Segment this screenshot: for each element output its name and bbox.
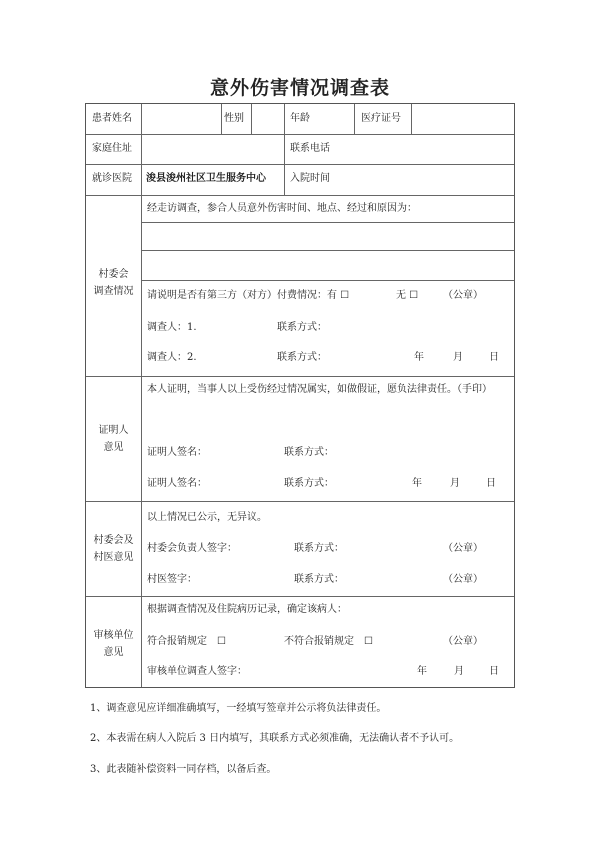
- witness-section-label: 证明人 意见: [98, 425, 129, 453]
- investigator-1-contact: 联系方式：: [277, 322, 327, 333]
- witness-sign-2: 证明人签名：: [147, 478, 207, 489]
- audit-day: 日: [489, 666, 499, 677]
- village-month: 月: [453, 352, 463, 363]
- patient-name-label: 患者姓名: [92, 113, 132, 124]
- audit-seal: （公章）: [443, 636, 483, 647]
- form-title: 意外伤害情况调查表: [209, 77, 390, 99]
- village-doctor-seal: （公章）: [443, 574, 483, 585]
- note-2: 2、本表需在病人入院后 3 日内填写，其联系方式必须准确，无法确认者不予认可。: [90, 733, 460, 744]
- third-party-question: 请说明是否有第三方（对方）付费情况：有 ☐: [147, 290, 350, 301]
- investigator-2-contact: 联系方式：: [277, 352, 327, 363]
- village-intro: 经走访调查，参合人员意外伤害时间、地点、经过和原因为：: [147, 203, 417, 214]
- village-year: 年: [414, 352, 424, 363]
- village-seal: （公章）: [443, 290, 483, 301]
- witness-day: 日: [486, 478, 496, 489]
- witness-month: 月: [450, 478, 460, 489]
- investigator-1: 调查人：1.: [147, 322, 197, 333]
- audit-year: 年: [417, 666, 427, 677]
- audit-month: 月: [454, 666, 464, 677]
- audit-basis: 根据调查情况及住院病历记录，确定该病人：: [147, 604, 347, 615]
- age-label: 年龄: [290, 113, 310, 124]
- hospital-label: 就诊医院: [92, 173, 132, 184]
- audit-ineligible: 不符合报销规定 ☐: [284, 636, 373, 647]
- village-doctor-contact: 联系方式：: [294, 574, 344, 585]
- audit-section-label: 审核单位 意见: [93, 630, 134, 658]
- committee-section-label: 村委会及 村医意见: [93, 535, 134, 563]
- address-label: 家庭住址: [92, 143, 132, 154]
- committee-head-sign: 村委会负责人签字：: [147, 543, 237, 554]
- committee-head-contact: 联系方式：: [294, 543, 344, 554]
- gender-label: 性别: [224, 113, 244, 124]
- medical-id-label: 医疗证号: [361, 113, 401, 124]
- publicized-note: 以上情况已公示，无异议。: [147, 512, 267, 523]
- note-3: 3、此表随补偿资料一同存档，以备后查。: [90, 764, 277, 775]
- village-day: 日: [489, 352, 499, 363]
- audit-eligible: 符合报销规定 ☐: [147, 636, 226, 647]
- committee-seal: （公章）: [443, 543, 483, 554]
- hospital-value: 浚县浚州社区卫生服务中心: [146, 173, 266, 184]
- survey-table: [85, 103, 515, 688]
- village-section-label: 村委会 调查情况: [93, 269, 134, 297]
- village-doctor-sign: 村医签字：: [147, 574, 197, 585]
- witness-year: 年: [412, 478, 422, 489]
- audit-investigator-sign: 审核单位调查人签字：: [147, 666, 247, 677]
- witness-statement: 本人证明，当事人以上受伤经过情况属实，如做假证，愿负法律责任。（手印）: [147, 384, 492, 395]
- witness-contact-2: 联系方式：: [284, 478, 334, 489]
- admission-time-label: 入院时间: [290, 173, 330, 184]
- third-party-none: 无 ☐: [396, 290, 419, 301]
- note-1: 1、调查意见应详细准确填写，一经填写签章并公示将负法律责任。: [90, 703, 387, 714]
- phone-label: 联系电话: [290, 143, 330, 154]
- witness-sign-1: 证明人签名：: [147, 447, 207, 458]
- witness-contact-1: 联系方式：: [284, 447, 334, 458]
- investigator-2: 调查人：2.: [147, 352, 197, 363]
